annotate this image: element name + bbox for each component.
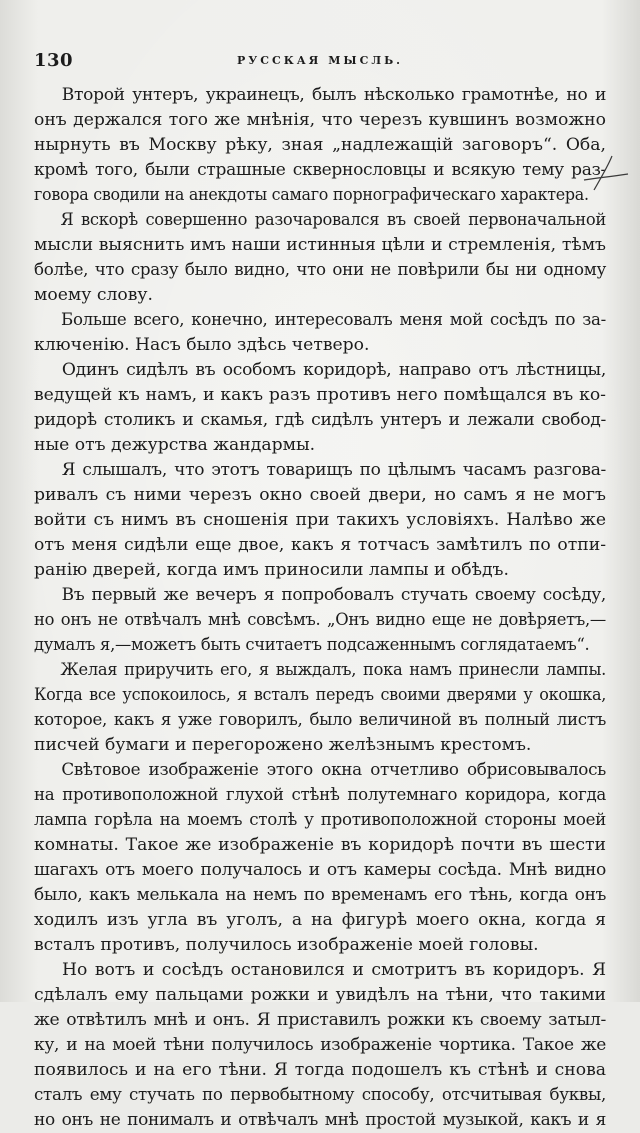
text-line: но онъ не понималъ и отвѣчалъ мнѣ простой музыкой, какъ и я	[34, 1110, 607, 1130]
text-line: ридорѣ столикъ и скамья, гдѣ сидѣлъ унтеръ и лежали свобод-	[34, 410, 606, 430]
text-line: шагахъ отъ моего получалось и отъ камеры сосѣда. Мнѣ видно	[34, 860, 607, 880]
paragraph	[34, 583, 606, 658]
text-line: мысли выяснить имъ наши истинныя цѣли и стремленія, тѣмъ	[34, 235, 606, 255]
paragraph	[34, 208, 606, 308]
text-line: Когда все успокоилось, я всталъ передъ своими дверями у окошка,	[34, 685, 607, 705]
text-line: Одинъ сидѣлъ въ особомъ коридорѣ, направо отъ лѣстницы,	[61, 360, 606, 380]
text-line: Но вотъ и сосѣдъ остановился и смотритъ въ коридоръ. Я	[62, 960, 606, 980]
text-line: Я слышалъ, что этотъ товарищъ по цѣлымъ часамъ разгова-	[61, 460, 607, 480]
paragraph	[34, 958, 606, 1133]
text-line: лампа горѣла на моемъ столѣ у противоположной стороны моей	[34, 810, 606, 830]
text-line: на противоположной глухой стѣнѣ полутемнаго коридора, когда	[34, 785, 607, 805]
text-line: Второй унтеръ, украинецъ, былъ нѣсколько грамотнѣе, но и	[61, 85, 607, 105]
text-line: Я вскорѣ совершенно разочаровался въ своей первоначальной	[60, 210, 606, 230]
text-line: же отвѣтилъ мнѣ и онъ. Я приставилъ рожки къ своему затыл-	[34, 1010, 606, 1030]
text-line: говора сводили на анекдоты самаго порнографическаго характера.	[34, 185, 589, 205]
text-line: Свѣтовое изображеніе этого окна отчетливо обрисовывалось	[61, 760, 607, 780]
text-line: отъ меня сидѣли еще двое, какъ я тотчасъ замѣтилъ по отпи-	[34, 535, 606, 555]
text-line: писчей бумаги и перегорожено желѣзнымъ крестомъ.	[34, 735, 532, 755]
text-line: болѣе, что сразу было видно, что они не повѣрили бы ни одному	[34, 260, 607, 280]
text-line: Желая приручить его, я выждалъ, пока намъ принесли лампы.	[60, 660, 607, 680]
text-line: онъ держался того же мнѣнія, что черезъ кувшинъ возможно	[34, 110, 606, 130]
text-line: Больше всего, конечно, интересовалъ меня мой сосѣдъ по за-	[61, 310, 606, 330]
page-header	[34, 50, 606, 74]
text-line: ривалъ съ ними черезъ окно своей двери, но самъ я не могъ	[34, 485, 606, 505]
text-line: кромѣ того, были страшные сквернословцы и всякую тему раз-	[34, 160, 607, 180]
text-line: появилось и на его тѣни. Я тогда подошелъ къ стѣнѣ и снова	[34, 1060, 606, 1080]
running-head: РУССКАЯ МЫСЛЬ.	[237, 54, 403, 67]
paragraph	[34, 358, 606, 458]
text-line: нырнуть въ Москву рѣку, зная „надлежащій заговоръ“. Оба,	[34, 135, 606, 155]
text-line: войти съ нимъ въ сношенія при такихъ условіяхъ. Налѣво же	[34, 510, 606, 530]
text-line: ные отъ дежурства жандармы.	[34, 435, 316, 455]
text-line: сталъ ему стучать по первобытному способу, отсчитывая буквы,	[34, 1085, 606, 1105]
paragraph	[34, 308, 606, 358]
text-line: моему слову.	[34, 285, 153, 305]
page-number: 130	[34, 50, 74, 71]
paragraph	[34, 658, 606, 758]
text-line: ходилъ изъ угла въ уголъ, а на фигурѣ моего окна, когда я	[34, 910, 606, 930]
text-line: сдѣлалъ ему пальцами рожки и увидѣлъ на тѣни, что такими	[34, 985, 606, 1005]
text-line: ку, и на моей тѣни получилось изображеніе чортика. Такое же	[34, 1035, 606, 1055]
text-line: комнаты. Такое же изображеніе въ коридорѣ почти въ шести	[34, 835, 606, 855]
text-line: которое, какъ я уже говорилъ, было величиной въ полный листъ	[34, 710, 607, 730]
text-line: ведущей къ намъ, и какъ разъ противъ него помѣщался въ ко-	[34, 385, 606, 405]
paragraph	[34, 83, 606, 208]
text-line: ключенію. Насъ было здѣсь четверо.	[34, 335, 370, 355]
text-line: ранію дверей, когда имъ приносили лампы и обѣдъ.	[34, 560, 509, 580]
body-text	[34, 83, 606, 1133]
text-line: всталъ противъ, получилось изображеніе моей головы.	[34, 935, 539, 955]
paragraph	[34, 458, 606, 583]
text-line: было, какъ мелькала на немъ по временамъ его тѣнь, когда онъ	[34, 885, 607, 905]
text-line: думалъ я,—можетъ быть считаетъ подсаженнымъ соглядатаемъ“.	[34, 635, 590, 655]
paragraph	[34, 758, 606, 958]
text-line: но онъ не отвѣчалъ мнѣ совсѣмъ. „Онъ видно еще не довѣряетъ,—	[34, 610, 606, 630]
text-line: Въ первый же вечеръ я попробовалъ стучать своему сосѣду,	[61, 585, 607, 605]
